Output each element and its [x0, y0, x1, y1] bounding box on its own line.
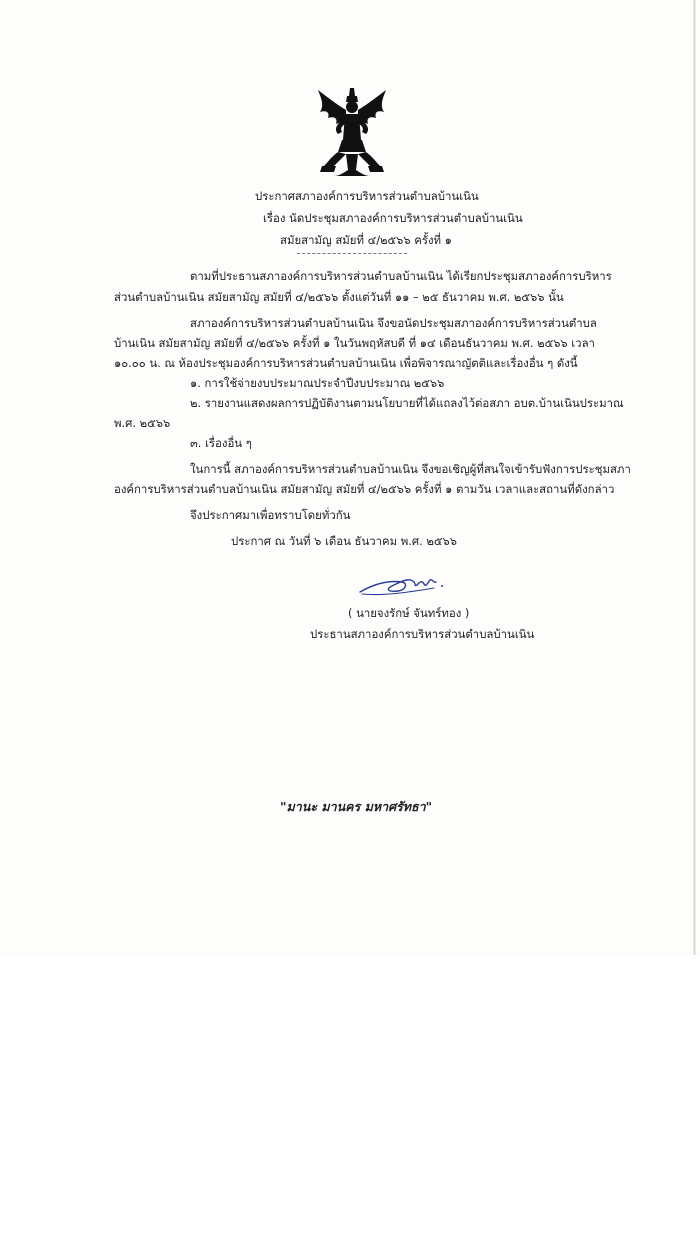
announcement-session: สมัยสามัญ สมัยที่ ๔/๒๕๖๖ ครั้งที่ ๑	[280, 233, 452, 247]
signatory-name: ( นายจงรักษ์ จันทร์ทอง )	[348, 606, 470, 620]
paragraph-3-line-2: องค์การบริหารส่วนตำบลบ้านเนิน สมัยสามัญ สมัยที่ ๔/๒๕๖๖ ครั้งที่ ๑ ตามวัน เวลาและสถานที่ดังกล่าว	[114, 482, 615, 496]
closing-statement: จึงประกาศมาเพื่อทราบโดยทั่วกัน	[190, 508, 351, 522]
paragraph-1-line-2: ส่วนตำบลบ้านเนิน สมัยสามัญ สมัยที่ ๔/๒๕๖๖ ตั้งแต่วันที่ ๑๑ – ๒๕ ธันวาคม พ.ศ. ๒๕๖๖ นั้น	[114, 290, 564, 304]
paragraph-3-line-1: ในการนี้ สภาองค์การบริหารส่วนตำบลบ้านเนิน จึงขอเชิญผู้ที่สนใจเข้ารับฟังการประชุมสภา	[190, 462, 631, 476]
paragraph-2-line-1: สภาองค์การบริหารส่วนตำบลบ้านเนิน จึงขอนัดประชุมสภาองค์การบริหารส่วนตำบล	[190, 316, 597, 330]
paragraph-2-line-2: บ้านเนิน สมัยสามัญ สมัยที่ ๔/๒๕๖๖ ครั้งที่ ๑ ในวันพฤหัสบดี ที่ ๑๔ เดือนธันวาคม พ.ศ. ๒๕๖๖ เวลา	[114, 336, 595, 350]
header-divider	[297, 253, 407, 254]
garuda-emblem-icon	[312, 86, 392, 178]
paragraph-2-line-3: ๑๐.๐๐ น. ณ ห้องประชุมองค์การบริหารส่วนตำบลบ้านเนิน เพื่อพิจารณาญัตติและเรื่องอื่น ๆ ดังนี้	[114, 356, 578, 370]
motto: "มานะ มานคร มหาศรัทธา"	[280, 799, 433, 814]
page-edge	[693, 0, 696, 955]
announcement-title: ประกาศสภาองค์การบริหารส่วนตำบลบ้านเนิน	[255, 189, 479, 203]
agenda-item-1: ๑. การใช้จ่ายงบประมาณประจำปีงบประมาณ ๒๕๖๖	[190, 376, 445, 390]
agenda-item-2-cont: พ.ศ. ๒๕๖๖	[114, 416, 171, 430]
paragraph-1-line-1: ตามที่ประธานสภาองค์การบริหารส่วนตำบลบ้านเนิน ได้เรียกประชุมสภาองค์การบริหาร	[190, 269, 612, 283]
signature-image	[356, 570, 466, 600]
announcement-subject: เรื่อง นัดประชุมสภาองค์การบริหารส่วนตำบลบ้านเนิน	[263, 211, 523, 225]
agenda-item-2: ๒. รายงานแสดงผลการปฏิบัติงานตามนโยบายที่ได้แถลงไว้ต่อสภา อบต.บ้านเนินประมาณ	[190, 396, 624, 410]
announcement-date: ประกาศ ณ วันที่ ๖ เดือน ธันวาคม พ.ศ. ๒๕๖๖	[231, 534, 457, 548]
signatory-position: ประธานสภาองค์การบริหารส่วนตำบลบ้านเนิน	[310, 627, 535, 641]
agenda-item-3: ๓. เรื่องอื่น ๆ	[190, 436, 252, 450]
